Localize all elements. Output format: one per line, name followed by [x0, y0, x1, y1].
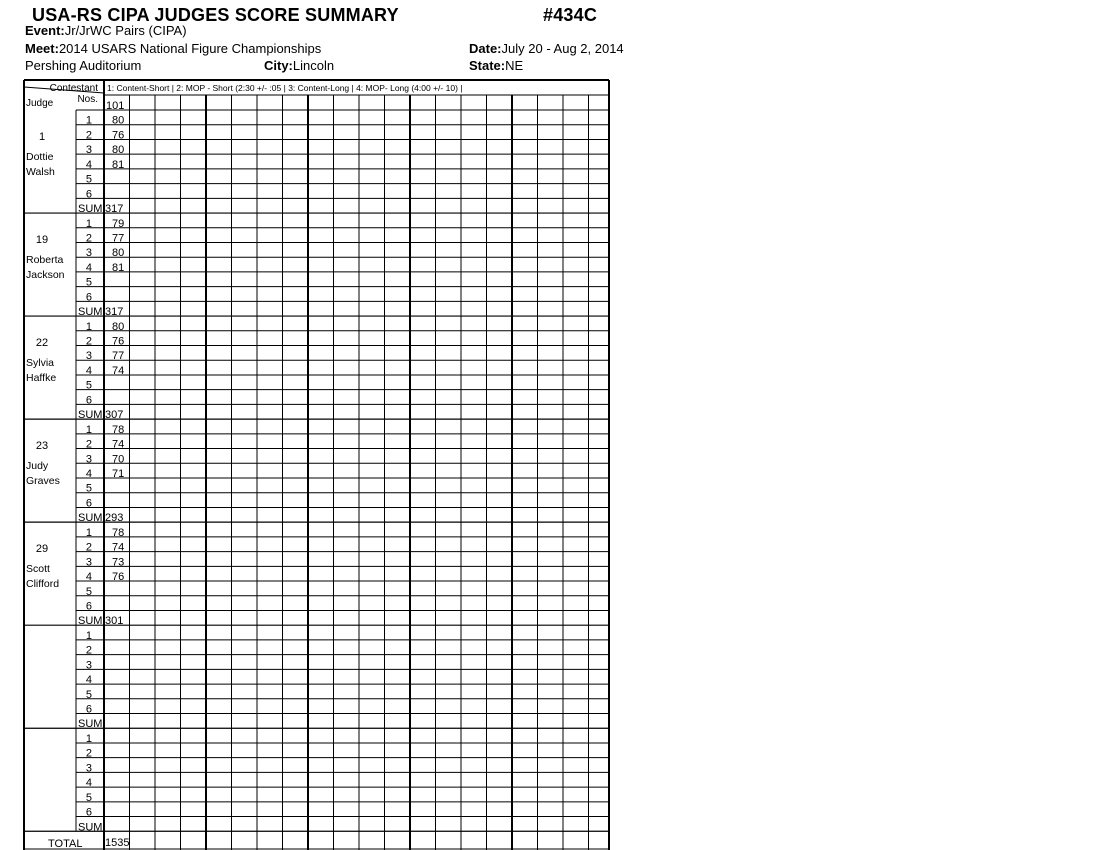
sum-label: SUM [78, 203, 103, 216]
judge-first-name: Judy [26, 460, 49, 473]
criterion-number: 2 [85, 644, 92, 657]
date-label: Date: [469, 41, 502, 56]
criterion-number: 5 [85, 276, 92, 289]
total-label: TOTAL [48, 838, 83, 850]
criterion-number: 4 [85, 364, 92, 377]
meet-label: Meet: [25, 41, 59, 56]
criterion-number: 1 [85, 114, 92, 127]
judge-first-name: Scott [26, 563, 50, 576]
criterion-number: 5 [85, 688, 92, 701]
judge-last-name: Jackson [26, 269, 65, 282]
criterion-number: 3 [85, 247, 92, 260]
score-cell: 71 [112, 468, 125, 480]
criterion-number: 5 [85, 585, 92, 598]
criterion-number: 3 [85, 556, 92, 569]
criterion-number: 3 [85, 350, 92, 363]
criterion-number: 4 [85, 158, 92, 171]
state-label: State: [469, 58, 506, 73]
sum-label: SUM [78, 409, 103, 422]
score-cell: 80 [112, 114, 125, 127]
criteria-legend: 1: Content-Short | 2: MOP - Short (2:30 +/- :05 | 3: Content-Long | 4: MOP- Long (4:00 +/- 10) | [107, 83, 463, 93]
criterion-number: 6 [85, 291, 92, 304]
score-cell: 77 [112, 232, 125, 245]
criterion-number: 2 [85, 541, 92, 554]
score-cell: 74 [112, 438, 125, 451]
judge-number: 22 [35, 337, 49, 350]
judge-number: 23 [35, 440, 49, 453]
score-cell: 78 [112, 423, 125, 436]
city-label: City: [264, 58, 293, 73]
criterion-number: 6 [85, 188, 92, 201]
criterion-number: 5 [85, 379, 92, 392]
judge-first-name: Roberta [26, 254, 64, 267]
score-cell: 81 [112, 261, 125, 274]
form-number: #434C [543, 5, 598, 25]
criterion-number: 5 [85, 791, 92, 804]
criterion-number: 2 [85, 335, 92, 348]
score-cell: 76 [112, 335, 125, 348]
criterion-number: 5 [85, 482, 92, 495]
criterion-number: 6 [85, 497, 92, 510]
criterion-number: 3 [85, 659, 92, 672]
criterion-number: 3 [85, 762, 92, 775]
criterion-number: 6 [85, 600, 92, 613]
score-cell: 74 [112, 541, 125, 554]
page-title: USA-RS CIPA JUDGES SCORE SUMMARY [32, 5, 399, 25]
sum-label: SUM [78, 512, 103, 525]
sum-value: 317 [105, 203, 124, 216]
sum-label: SUM [78, 821, 103, 834]
judge-first-name: Dottie [26, 151, 54, 163]
sum-value: 307 [105, 409, 124, 422]
criterion-number: 6 [85, 806, 92, 819]
city-value: Lincoln [292, 58, 335, 73]
total-value: 1535 [105, 837, 130, 849]
sum-value: 317 [105, 306, 124, 319]
criterion-number: 4 [85, 261, 92, 274]
judge-last-name: Walsh [26, 166, 55, 178]
contestant-number: 101 [106, 100, 125, 112]
criterion-number: 4 [85, 674, 92, 687]
meet-value: 2014 USARS National Figure Championships [58, 41, 322, 56]
criterion-number: 1 [85, 732, 92, 745]
criterion-number: 1 [85, 629, 92, 642]
criterion-number: 6 [85, 703, 92, 716]
score-cell: 78 [112, 526, 125, 539]
score-cell: 74 [112, 364, 125, 377]
score-cell: 79 [112, 217, 125, 230]
venue: Pershing Auditorium [25, 58, 142, 73]
criterion-number: 1 [85, 217, 92, 230]
criterion-number: 3 [85, 144, 92, 157]
score-cell: 73 [112, 556, 125, 569]
sum-value: 301 [105, 615, 124, 628]
sum-label: SUM [78, 306, 103, 319]
event-label: Event: [25, 23, 65, 38]
score-cell: 76 [112, 129, 125, 142]
criterion-number: 2 [85, 129, 92, 142]
judge-number: 1 [38, 131, 46, 143]
state-value: NE [505, 58, 524, 73]
score-cell: 70 [112, 453, 125, 466]
judge-number: 19 [35, 234, 49, 247]
criterion-number: 2 [85, 747, 92, 760]
criterion-number: 4 [85, 777, 92, 790]
criterion-number: 5 [85, 173, 92, 186]
criterion-number: 3 [85, 453, 92, 466]
score-cell: 76 [112, 571, 125, 584]
judge-first-name: Sylvia [26, 357, 55, 370]
criterion-number: 1 [85, 423, 92, 436]
criterion-number: 1 [85, 526, 92, 539]
score-cell: 80 [112, 320, 125, 333]
score-cell: 80 [112, 247, 125, 260]
judge-last-name: Clifford [26, 578, 60, 591]
date-value: July 20 - Aug 2, 2014 [501, 41, 624, 56]
judge-number: 29 [35, 543, 49, 556]
criterion-number: 2 [85, 438, 92, 451]
event-value: Jr/JrWC Pairs (CIPA) [64, 23, 187, 38]
criterion-number: 1 [85, 320, 92, 333]
criterion-number: 6 [85, 394, 92, 407]
score-cell: 77 [112, 350, 125, 363]
corner-contestant-label: Contestant [49, 83, 98, 94]
criterion-number: 2 [85, 232, 92, 245]
score-cell: 80 [112, 144, 125, 157]
score-cell: 81 [112, 158, 125, 171]
judge-last-name: Graves [26, 475, 60, 488]
criterion-number: 4 [85, 468, 92, 480]
corner-judge-label: Judge [26, 98, 54, 109]
corner-nos-label: Nos. [77, 94, 98, 105]
criterion-number: 4 [85, 571, 92, 584]
sum-value: 293 [105, 512, 124, 525]
sum-label: SUM [78, 615, 103, 628]
judge-last-name: Haffke [26, 372, 57, 385]
sum-label: SUM [78, 718, 103, 731]
